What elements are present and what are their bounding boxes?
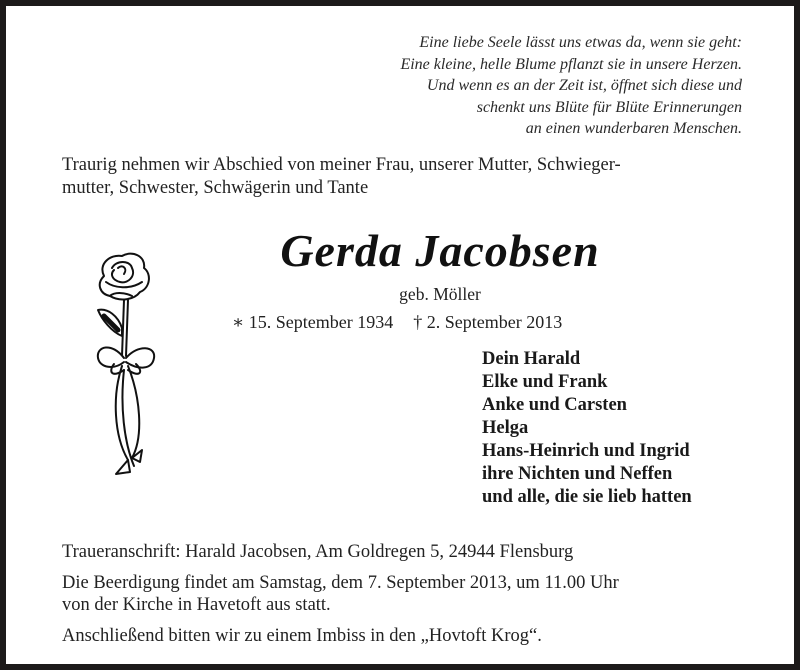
mourner: Anke und Carsten <box>482 395 627 415</box>
poem-line: Eine kleine, helle Blume pflanzt sie in unsere Herzen. <box>400 55 742 73</box>
mourning-address-text: Traueranschrift: Harald Jacobsen, Am Goldregen 5, 24944 Flensburg <box>62 542 574 562</box>
maiden-name: geb. Möller <box>399 284 481 304</box>
birth-date: ∗ 15. September 1934 <box>232 312 394 332</box>
mourner: Elke und Frank <box>482 372 608 392</box>
obituary-notice <box>6 6 794 664</box>
funeral-line: Die Beerdigung findet am Samstag, dem 7. September 2013, um 11.00 Uhr <box>62 573 619 593</box>
intro-text <box>62 154 752 200</box>
reception-text: Anschließend bitten wir zu einem Imbiss in den „Hovtoft Krog“. <box>62 626 542 646</box>
life-dates <box>232 312 562 333</box>
poem-line: Eine liebe Seele lässt uns etwas da, wenn sie geht: <box>419 34 742 51</box>
mourner: Helga <box>482 418 529 438</box>
mourner: Hans-Heinrich und Ingrid <box>482 441 690 461</box>
poem-line: an einen wunderbaren Menschen. <box>525 120 742 137</box>
deceased-name: Gerda Jacobsen <box>280 225 600 276</box>
funeral-line: von der Kirche in Havetoft aus statt. <box>62 595 331 615</box>
poem-line: schenkt uns Blüte für Blüte Erinnerungen <box>476 98 742 116</box>
footer-info <box>62 532 762 656</box>
mourner: Dein Harald <box>482 349 581 369</box>
mourners-list <box>482 348 692 509</box>
poem-line: Und wenn es an der Zeit ist, öffnet sich diese und <box>426 77 742 94</box>
death-date: † 2. September 2013 <box>413 312 563 332</box>
intro-line: Traurig nehmen wir Abschied von meiner Frau, unserer Mutter, Schwieger- <box>62 155 621 175</box>
mourner: und alle, die sie lieb hatten <box>482 487 692 507</box>
mourner: ihre Nichten und Neffen <box>482 464 673 484</box>
rose-icon <box>84 246 164 486</box>
poem <box>400 32 742 140</box>
intro-line: mutter, Schwester, Schwägerin und Tante <box>62 178 369 198</box>
